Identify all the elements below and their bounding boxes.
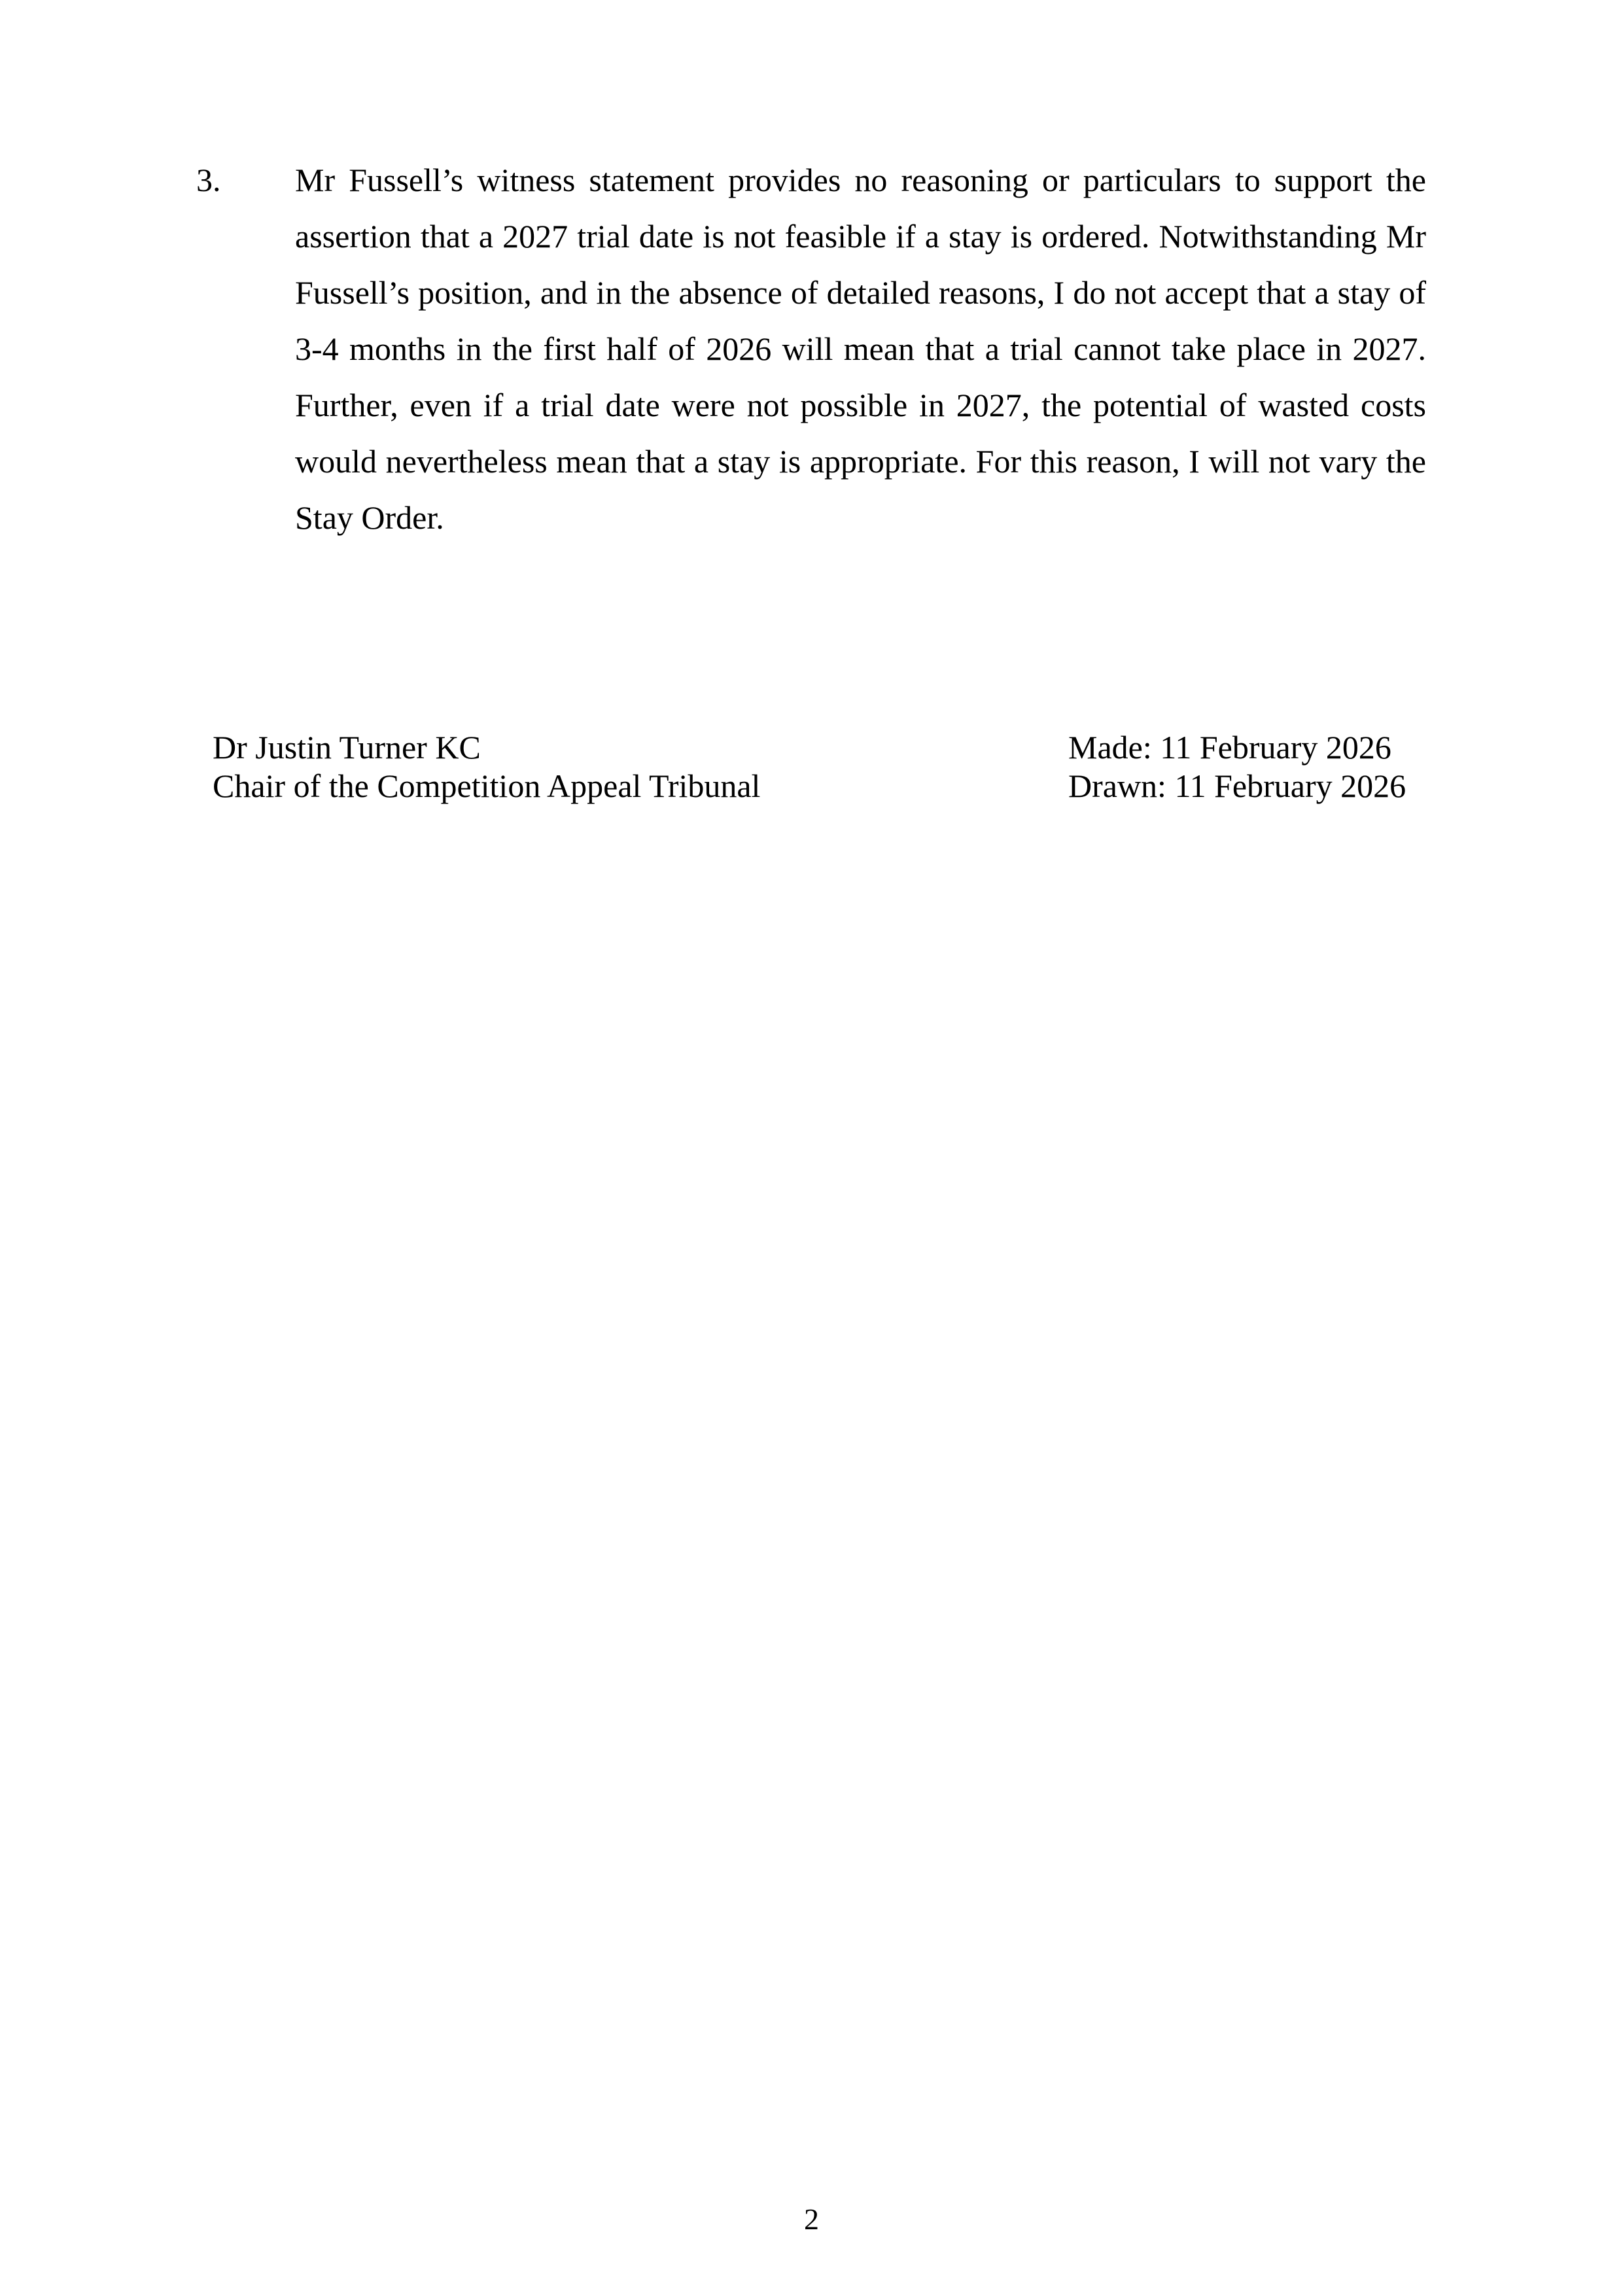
drawn-date: Drawn: 11 February 2026 [1068,768,1406,804]
signatory-name: Dr Justin Turner KC [213,729,481,766]
paragraph-number: 3. [196,162,221,198]
paragraph-text: Mr Fussell’s witness statement provides no reasoning or particulars to support the assertion that a 2027 trial date is not feasible if a stay is ordered. Notwithstanding Mr Fussell’s position, and in the absence of detailed reasons, I do not accept that a stay of 3-4 months in the first half of 2026 will mean that a trial cannot take place in 2027. Further, even if a trial date were not possible in 2027, the potential of wasted costs would nevertheless mean that a stay is appropriate. For this reason, I will not vary the Stay Order. [295,162,1426,536]
signatory-title: Chair of the Competition Appeal Tribunal [213,768,761,804]
page-number: 2 [804,2202,819,2236]
order-dates [1068,728,1406,805]
numbered-paragraph [196,152,1426,546]
signature-block [213,728,760,805]
made-date: Made: 11 February 2026 [1068,729,1391,766]
